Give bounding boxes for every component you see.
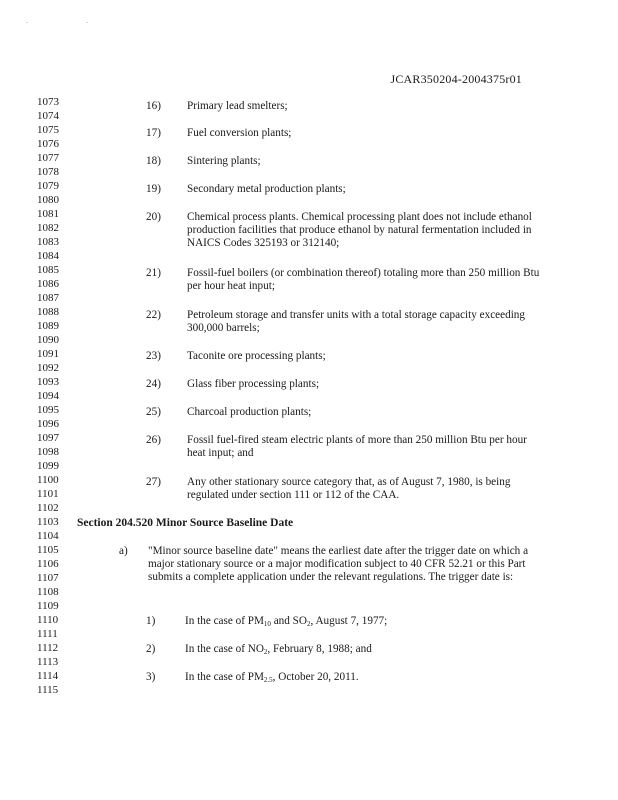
line-number: 1106 xyxy=(37,558,59,570)
item-text: Any other stationary source category that, as of August 7, 1980, is being regulated under section 111 or 112 of the CAA. xyxy=(187,476,511,502)
line-number: 1096 xyxy=(37,418,59,430)
line-number: 1080 xyxy=(37,194,59,206)
item-number: 22) xyxy=(146,309,161,321)
item-number: 24) xyxy=(146,378,161,390)
item-text: Petroleum storage and transfer units with a total storage capacity exceeding 300,000 barrels; xyxy=(187,309,525,335)
item-text: Secondary metal production plants; xyxy=(187,183,346,195)
document-id: JCAR350204-2004375r01 xyxy=(390,72,522,86)
line-number: 1108 xyxy=(37,586,59,598)
item-text: Primary lead smelters; xyxy=(187,100,288,112)
line-number: 1113 xyxy=(37,656,59,668)
line-number: 1102 xyxy=(37,502,59,514)
item-number: 16) xyxy=(146,100,161,112)
line-number: 1094 xyxy=(37,390,59,402)
paragraph-text: "Minor source baseline date" means the earliest date after the trigger date on which a major stationary source or a major modification subject to 40 CFR 52.21 or this Part submits a complete application under the relevant regulations. The trigger date is: xyxy=(148,545,529,584)
line-number: 1077 xyxy=(37,152,59,164)
item-number: 23) xyxy=(146,350,161,362)
line-number: 1101 xyxy=(37,488,59,500)
item-text: Charcoal production plants; xyxy=(187,406,312,418)
line-number: 1085 xyxy=(37,264,59,276)
item-text: Fossil fuel-fired steam electric plants of more than 250 million Btu per hour heat input; and xyxy=(187,434,527,460)
line-number: 1110 xyxy=(37,614,59,626)
line-number: 1098 xyxy=(37,446,59,458)
line-number: 1076 xyxy=(37,138,59,150)
line-number: 1073 xyxy=(37,96,59,108)
item-number: 21) xyxy=(146,267,161,279)
item-text: Taconite ore processing plants; xyxy=(187,350,326,362)
line-number: 1093 xyxy=(37,376,59,388)
subitem-text: In the case of $PM_{2.5}$, October 20, 2011. xyxy=(185,671,359,684)
line-number: 1103 xyxy=(37,516,59,528)
line-number: 1089 xyxy=(37,320,59,332)
scan-specks: . . xyxy=(26,16,116,25)
line-number: 1107 xyxy=(37,572,59,584)
item-number: 18) xyxy=(146,155,161,167)
subitem-number: 2) xyxy=(146,643,156,655)
item-number: 25) xyxy=(146,406,161,418)
line-number: 1084 xyxy=(37,250,59,262)
line-number: 1081 xyxy=(37,208,59,220)
line-number: 1075 xyxy=(37,124,59,136)
item-number: 20) xyxy=(146,211,161,223)
line-number: 1092 xyxy=(37,362,59,374)
line-number: 1082 xyxy=(37,222,59,234)
line-number: 1087 xyxy=(37,292,59,304)
line-number: 1105 xyxy=(37,544,59,556)
line-number: 1083 xyxy=(37,236,59,248)
subitem-text: In the case of $NO_2$, February 8, 1988; and xyxy=(185,643,372,656)
line-number: 1090 xyxy=(37,334,59,346)
item-text: Fuel conversion plants; xyxy=(187,127,292,139)
subitem-number: 3) xyxy=(146,671,156,683)
line-number: 1115 xyxy=(37,684,59,696)
line-number: 1086 xyxy=(37,278,59,290)
item-number: 26) xyxy=(146,434,161,446)
item-number: 19) xyxy=(146,183,161,195)
line-number: 1091 xyxy=(37,348,59,360)
subitem-number: 1) xyxy=(146,615,156,627)
line-number: 1104 xyxy=(37,530,59,542)
line-number: 1088 xyxy=(37,306,59,318)
line-number: 1112 xyxy=(37,642,59,654)
item-number: 17) xyxy=(146,127,161,139)
item-number: 27) xyxy=(146,476,161,488)
line-number: 1100 xyxy=(37,474,59,486)
line-number: 1099 xyxy=(37,460,59,472)
line-number: 1078 xyxy=(37,166,59,178)
item-text: Sintering plants; xyxy=(187,155,261,167)
paragraph-label: a) xyxy=(119,545,128,557)
section-heading: Section 204.520 Minor Source Baseline Date xyxy=(77,517,294,529)
line-number: 1074 xyxy=(37,110,59,122)
line-number: 1097 xyxy=(37,432,59,444)
item-text: Fossil-fuel boilers (or combination thereof) totaling more than 250 million Btu per hour heat input; xyxy=(187,267,540,293)
subitem-text: In the case of $PM_{10}$ and $SO_2$, August 7, 1977; xyxy=(185,615,388,628)
item-text: Glass fiber processing plants; xyxy=(187,378,320,390)
item-text: Chemical process plants. Chemical processing plant does not include ethanol production facilities that produce ethanol by natural fermentation included in NAICS Codes 325193 or 312140; xyxy=(187,211,532,250)
line-number: 1111 xyxy=(37,628,58,640)
line-number: 1114 xyxy=(37,670,59,682)
line-number: 1079 xyxy=(37,180,59,192)
line-number: 1109 xyxy=(37,600,59,612)
line-number: 1095 xyxy=(37,404,59,416)
